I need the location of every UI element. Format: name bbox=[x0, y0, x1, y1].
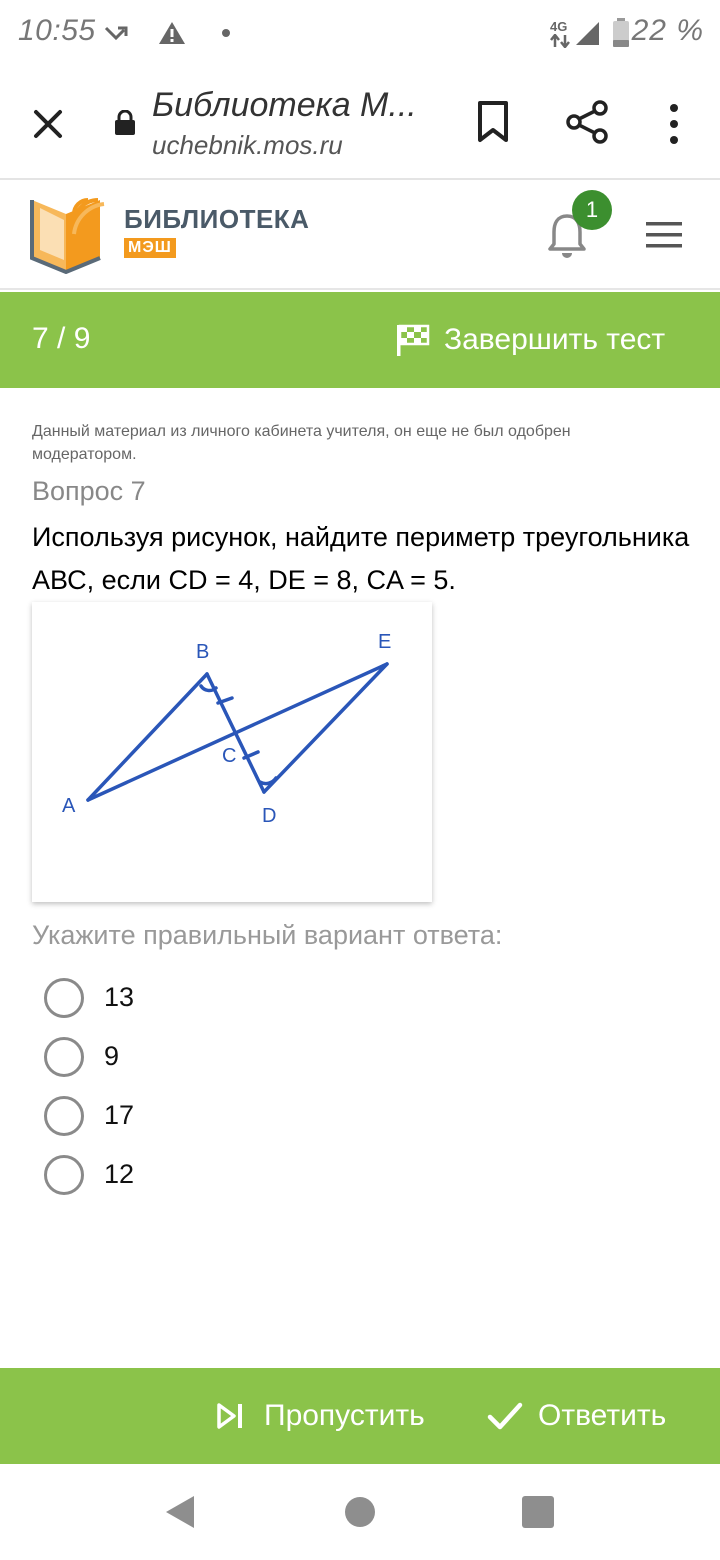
checkmark-icon bbox=[486, 1397, 524, 1435]
submit-answer-button[interactable] bbox=[486, 1394, 666, 1438]
segment-ae bbox=[88, 664, 387, 800]
page-title[interactable]: Библиотека М... bbox=[152, 86, 417, 124]
bookmark-icon[interactable] bbox=[476, 100, 510, 144]
browser-toolbar bbox=[0, 70, 720, 180]
notification-badge[interactable]: 1 bbox=[572, 190, 612, 230]
radio-button[interactable] bbox=[44, 978, 84, 1018]
data-arrows-icon bbox=[550, 34, 570, 48]
answer-prompt: Укажите правильный вариант ответа: bbox=[32, 920, 503, 950]
logo-title: БИБЛИОТЕКА bbox=[124, 204, 310, 234]
answer-option[interactable] bbox=[44, 1086, 134, 1145]
library-logo-icon[interactable] bbox=[30, 192, 106, 274]
signal-icon bbox=[574, 20, 600, 46]
test-progress-bar bbox=[0, 292, 720, 388]
logo-subtitle: МЭШ bbox=[124, 238, 176, 258]
moderation-notice: Данный материал из личного кабинета учителя, он еще не был одобрен модератором. bbox=[32, 423, 571, 463]
share-icon[interactable] bbox=[566, 100, 610, 144]
battery-percent: 22 % bbox=[631, 14, 704, 47]
more-options-icon[interactable] bbox=[664, 102, 684, 146]
angle-mark-d bbox=[260, 778, 276, 784]
recent-apps-icon[interactable] bbox=[522, 1496, 554, 1528]
status-time: 10:55 bbox=[18, 14, 96, 47]
hamburger-menu-icon[interactable] bbox=[644, 220, 684, 250]
back-icon[interactable] bbox=[164, 1494, 196, 1530]
finish-test-label: Завершить тест bbox=[444, 323, 666, 356]
site-header bbox=[0, 182, 720, 290]
answer-option-label: 12 bbox=[104, 1159, 135, 1189]
skip-icon bbox=[216, 1401, 246, 1431]
network-type-label: 4G bbox=[550, 19, 568, 34]
question-text: Используя рисунок, найдите периметр треугольника АВС, если CD = 4, DE = 8, CA = 5. bbox=[32, 522, 690, 595]
label-c: C bbox=[222, 745, 237, 767]
segment-de bbox=[264, 664, 387, 792]
radio-button[interactable] bbox=[44, 1096, 84, 1136]
answer-option[interactable] bbox=[44, 1145, 134, 1204]
radio-button[interactable] bbox=[44, 1037, 84, 1077]
geometry-figure bbox=[32, 602, 432, 902]
answer-option[interactable] bbox=[44, 968, 134, 1027]
question-number: Вопрос 7 bbox=[32, 476, 146, 506]
answer-option-label: 13 bbox=[104, 982, 135, 1012]
missed-call-icon bbox=[104, 24, 130, 44]
skip-button[interactable] bbox=[216, 1394, 425, 1438]
label-a: A bbox=[62, 795, 76, 817]
segment-bd bbox=[207, 674, 264, 792]
answer-option-label: 17 bbox=[104, 1100, 135, 1130]
radio-button[interactable] bbox=[44, 1155, 84, 1195]
answer-option[interactable] bbox=[44, 1027, 134, 1086]
battery-icon bbox=[612, 18, 630, 48]
label-b: B bbox=[196, 641, 210, 663]
segment-ab bbox=[88, 674, 207, 800]
finish-test-button[interactable] bbox=[394, 316, 665, 364]
answer-option-label: 9 bbox=[104, 1041, 120, 1071]
submit-answer-label: Ответить bbox=[538, 1399, 667, 1432]
dot-icon bbox=[221, 28, 231, 38]
warning-icon bbox=[158, 20, 186, 46]
answer-options bbox=[44, 968, 134, 1204]
label-d: D bbox=[262, 805, 277, 827]
close-icon[interactable] bbox=[28, 104, 68, 144]
triangles-diagram bbox=[32, 602, 432, 902]
skip-label: Пропустить bbox=[264, 1399, 425, 1432]
lock-icon bbox=[114, 110, 136, 136]
checkered-flag-icon bbox=[394, 322, 430, 358]
question-progress: 7 / 9 bbox=[32, 322, 91, 355]
action-bar bbox=[0, 1368, 720, 1464]
system-navigation-bar bbox=[0, 1464, 720, 1560]
page-url[interactable]: uchebnik.mos.ru bbox=[152, 130, 343, 160]
home-icon[interactable] bbox=[345, 1497, 375, 1527]
status-bar bbox=[0, 0, 720, 70]
label-e: E bbox=[378, 631, 392, 653]
